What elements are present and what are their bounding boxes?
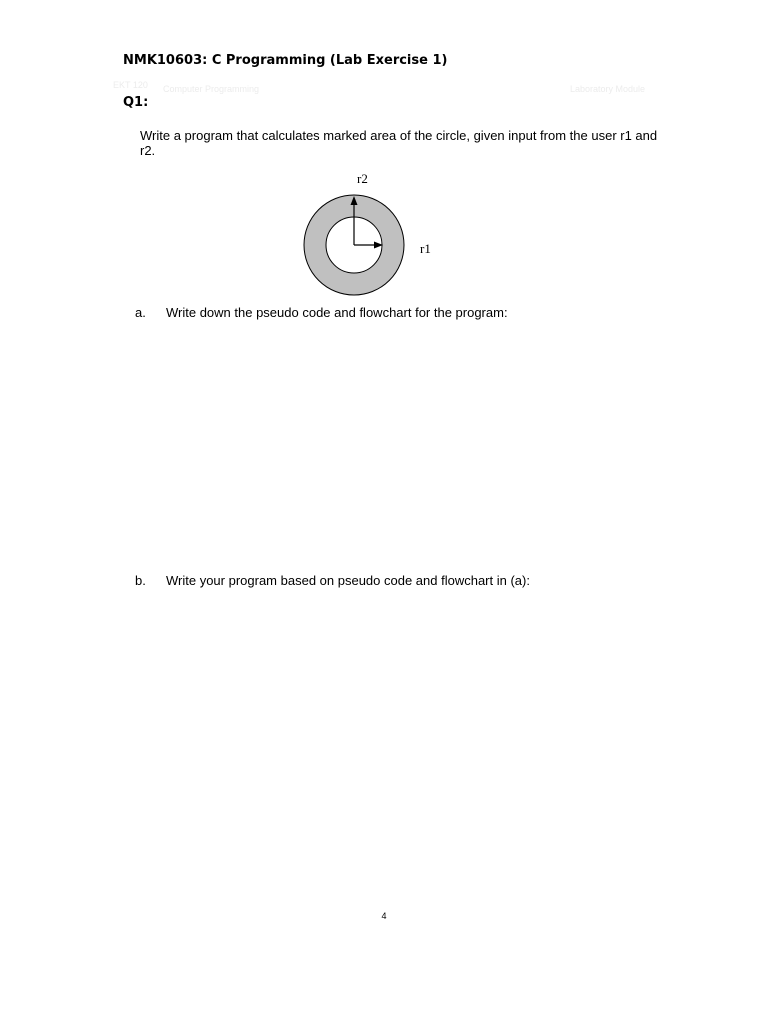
- document-title: NMK10603: C Programming (Lab Exercise 1): [123, 53, 448, 68]
- r2-label: r2: [357, 171, 368, 186]
- r1-label: r1: [420, 241, 431, 256]
- faint-course-code: EKT 120: [113, 80, 148, 90]
- question-label: Q1:: [123, 95, 149, 110]
- faint-module-name: Laboratory Module: [570, 84, 646, 94]
- part-b-text: Write your program based on pseudo code and flowchart in (a):: [166, 573, 530, 588]
- part-b-marker: b.: [135, 573, 146, 588]
- part-a-text: Write down the pseudo code and flowchart for the program:: [166, 305, 508, 320]
- part-a-marker: a.: [135, 305, 146, 320]
- annulus-diagram: [290, 165, 470, 305]
- page-number: 4: [381, 911, 387, 921]
- faint-course-name: Computer Programming: [163, 84, 260, 94]
- question-text: Write a program that calculates marked area of the circle, given input from the user r1 and r2.: [140, 128, 658, 158]
